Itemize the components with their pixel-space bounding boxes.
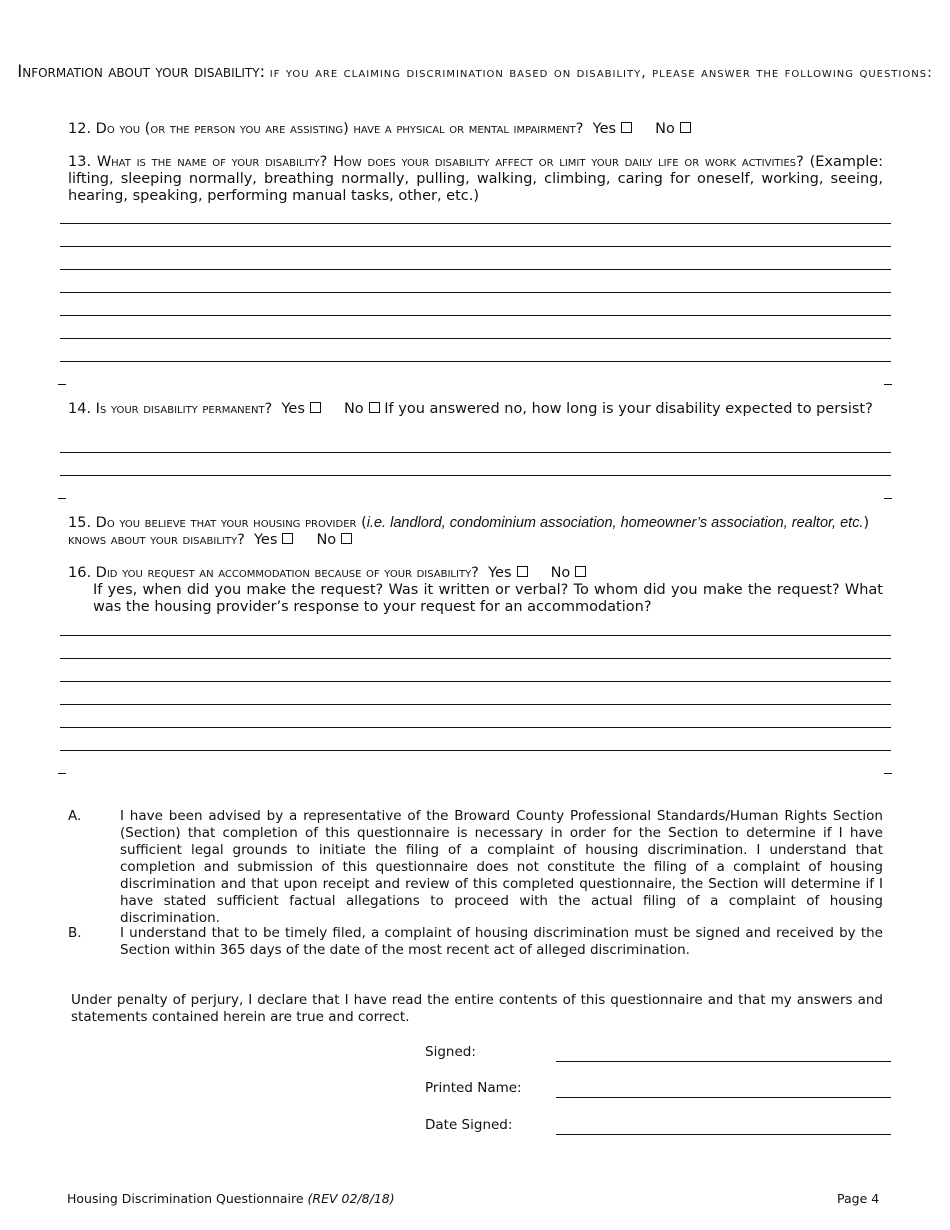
no-checkbox[interactable] (369, 402, 380, 413)
question-number: 14. (68, 401, 92, 417)
yes-label: Yes (281, 401, 305, 417)
question-text-end: ) knows about your disability? (68, 515, 870, 548)
yes-label: Yes (592, 121, 617, 137)
page-number: Page 4 (837, 1191, 880, 1206)
answer-line[interactable] (60, 475, 891, 476)
question-followup: If you answered no, how long is your disability expected to persist? (384, 401, 873, 417)
yes-checkbox[interactable] (517, 566, 528, 577)
perjury-declaration: Under penalty of perjury, I declare that I have read the entire contents of this questionnaire and that my answers and statements contained herein are true and correct. (71, 992, 883, 1025)
no-label: No (316, 532, 337, 548)
section-title-sub: if you are claiming discrimination based on disability, please answer the following questions: (269, 65, 933, 81)
no-checkbox[interactable] (575, 566, 586, 577)
form-name: Housing Discrimination Questionnaire (67, 1191, 304, 1206)
question-number: 12. (68, 121, 92, 137)
question-number: 15. (68, 515, 92, 531)
printed-name-field[interactable] (556, 1097, 891, 1098)
question-text: Do you believe that your housing provider ( (95, 515, 367, 531)
question-number: 16. (68, 565, 92, 581)
date-signed-label: Date Signed: (425, 1117, 513, 1133)
answer-line[interactable] (60, 452, 891, 453)
answer-line[interactable] (60, 658, 891, 659)
yes-checkbox[interactable] (282, 533, 293, 544)
answer-line[interactable] (60, 269, 891, 270)
answer-line[interactable] (60, 750, 891, 751)
line-end-mark (884, 773, 892, 774)
line-end-mark (884, 384, 892, 385)
question-14 (68, 401, 883, 418)
section-title (0, 62, 950, 84)
yes-checkbox[interactable] (621, 122, 632, 133)
question-12 (68, 121, 883, 138)
question-text: What is the name of your disability? How does your disability affect or limit your daily life or work activities? (96, 154, 804, 170)
answer-line[interactable] (60, 681, 891, 682)
line-end-mark (58, 498, 66, 499)
question-13 (68, 154, 883, 205)
answer-line[interactable] (60, 704, 891, 705)
answer-line[interactable] (60, 315, 891, 316)
question-followup: If yes, when did you make the request? Was it written or verbal? To whom did you make the request? What was the housing provider’s response to your request for an accommodation? (93, 582, 883, 615)
question-16 (68, 565, 883, 616)
printed-name-label: Printed Name: (425, 1080, 522, 1096)
question-examples: i.e. landlord, condominium association, homeowner’s association, realtor, etc. (366, 515, 864, 531)
form-revision: (REV 02/8/18) (307, 1191, 395, 1206)
no-label: No (550, 565, 571, 581)
no-label: No (655, 121, 675, 137)
footer-form-name (67, 1191, 395, 1206)
statement-text: I have been advised by a representative of the Broward County Professional Standards/Human Rights Section (Section) that completion of this questionnaire is necessary in order for the Section to determine if I have sufficient legal grounds to initiate the filing of a complaint of housing discrimination. I understand that completion and submission of this questionnaire does not constitute the filing of a complaint of housing discrimination and that upon receipt and review of this completed questionnaire, the Section will determine if I have stated sufficient factual allegations to proceed with the actual filing of a complaint of housing discrimination. (120, 808, 883, 926)
yes-checkbox[interactable] (310, 402, 321, 413)
signed-field[interactable] (556, 1061, 891, 1062)
answer-line[interactable] (60, 361, 891, 362)
question-number: 13. (68, 154, 92, 170)
no-checkbox[interactable] (680, 122, 691, 133)
no-checkbox[interactable] (341, 533, 352, 544)
line-end-mark (58, 773, 66, 774)
yes-label: Yes (488, 565, 512, 581)
question-15 (68, 515, 883, 549)
line-end-mark (58, 384, 66, 385)
answer-line[interactable] (60, 635, 891, 636)
statement-letter: B. (68, 925, 82, 941)
date-signed-field[interactable] (556, 1134, 891, 1135)
answer-line[interactable] (60, 727, 891, 728)
line-end-mark (884, 498, 892, 499)
question-example: (Example: lifting, sleeping normally, breathing normally, pulling, walking, climbing, caring for oneself, working, seeing, hearing, speaking, performing manual tasks, other, etc.) (68, 154, 884, 204)
section-title-main: Information about your disability: (17, 62, 266, 82)
answer-line[interactable] (60, 246, 891, 247)
yes-label: Yes (253, 532, 278, 548)
answer-line[interactable] (60, 338, 891, 339)
statement-text: I understand that to be timely filed, a complaint of housing discrimination must be signed and received by the Section within 365 days of the date of the most recent act of alleged discrimination. (120, 925, 883, 958)
answer-line[interactable] (60, 223, 891, 224)
question-text: Do you (or the person you are assisting) have a physical or mental impairment? (95, 121, 584, 137)
answer-line[interactable] (60, 292, 891, 293)
question-text: Is your disability permanent? (95, 401, 273, 417)
statement-letter: A. (68, 808, 82, 824)
signed-label: Signed: (425, 1044, 476, 1060)
no-label: No (343, 401, 364, 417)
question-text: Did you request an accommodation because of your disability? (95, 565, 479, 581)
